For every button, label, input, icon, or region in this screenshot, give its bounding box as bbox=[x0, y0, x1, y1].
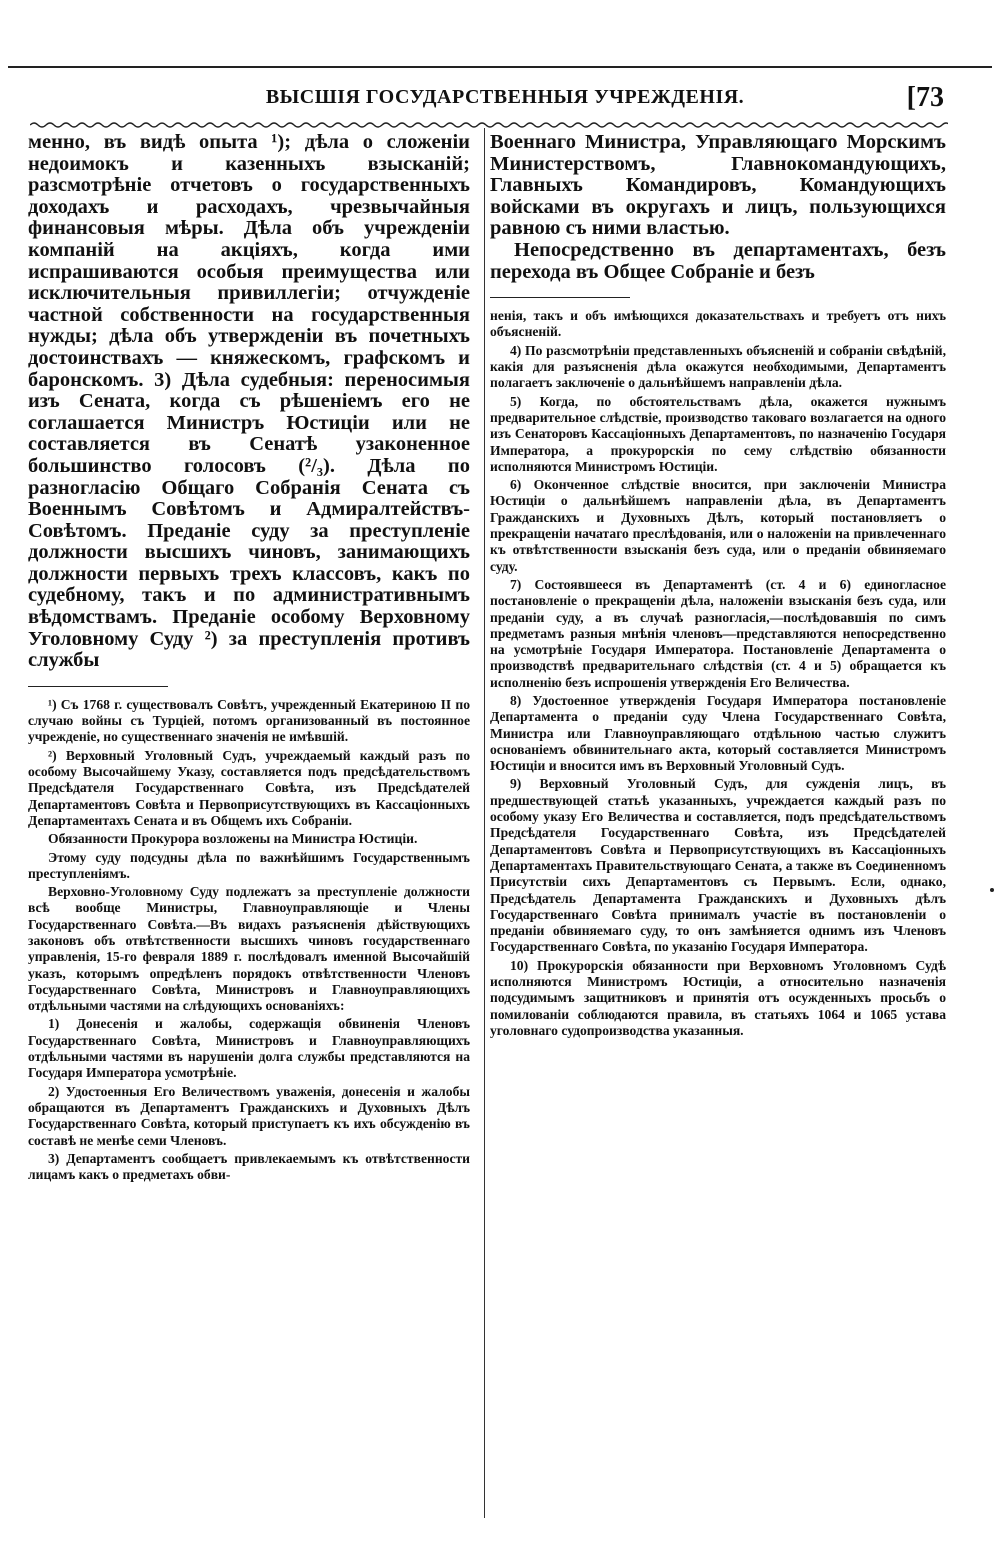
footnote-paragraph: Обязанности Прокурора возложены на Министра Юстиціи. bbox=[48, 831, 418, 847]
page-number: [73 bbox=[906, 82, 944, 113]
margin-speck bbox=[990, 888, 994, 892]
right-main-text bbox=[490, 132, 946, 283]
left-column bbox=[28, 132, 470, 1185]
footnote-paragraph: 8) Удостоенное утвержденія Государя Императора постановленіе Департамента о преданіи суду Члена Государственнаго Совѣта, Министра или Главноуправляющаго отдѣльною частью служитъ основаніемъ обвинительнаго акта, который составляется Министромъ Юстиціи и вносится имъ въ Верховный Уголовный Судъ. bbox=[490, 692, 946, 774]
footnote-paragraph: Верховно-Уголовному Суду подлежатъ за преступленіе должности всѣ вообще Министры, Главноуправляющіе и Члены Государственнаго Совѣта.—Въ видахъ разъясненія дѣйствующихъ законовъ объ отвѣтственности высшихъ чиновъ государственнаго управленія, 15-го февраля 1889 г. послѣдовалъ именной Высочайшій указъ, которымъ опредѣленъ порядокъ отвѣтственности Членовъ Государственнаго Совѣта, Министровъ и Главноуправляющихъ отдѣльными частями на слѣдующихъ основаніяхъ: bbox=[28, 884, 470, 1014]
right-column bbox=[490, 132, 946, 1041]
footnote-paragraph: 4) По разсмотрѣніи представленныхъ объясненій и собраніи свѣдѣній, какія для разъясненія дѣла окажутся необходимыми, Департаментъ полагаетъ заключеніе о дальнѣйшемъ направленіи дѣла. bbox=[490, 342, 946, 391]
wavy-ornament-rule bbox=[30, 120, 948, 130]
page-header bbox=[30, 82, 980, 122]
footnote-2: ²) Верховный Уголовный Судъ, учреждаемый каждый разъ по особому Высочайшему Указу, составляется подъ предсѣдательствомъ Предсѣдателя Государственнаго Совѣта, изъ Предсѣдателей Департаментовъ Совѣта и Первоприсутствующихъ въ Кассаціонныхъ Департаментахъ Сената и въ Общемъ ихъ Собраніи. bbox=[28, 747, 470, 828]
right-main-paragraph-1: Военнаго Министра, Управляющаго Морскимъ Министерствомъ, Главнокомандующихъ, Главныхъ Командировъ, Командующихъ войсками въ округахъ и лицъ, пользующихся равною съ ними властью. bbox=[490, 132, 946, 240]
footnote-paragraph: 2) Удостоенныя Его Величествомъ уваженія, донесенія и жалобы обращаются въ Департаментъ Гражданскихъ и Духовныхъ Дѣлъ Государственнаго Совѣта, который приступаетъ къ ихъ обсужденію въ составѣ не менѣе семи Членовъ. bbox=[28, 1083, 470, 1148]
footnote-paragraph: 7) Состоявшееся въ Департаментѣ (ст. 4 и 6) единогласное постановленіе о прекращеніи дѣла, наложеніи взысканія безъ суда, или преданіи суду, а въ случаѣ разногласія,—послѣдовавшія по симъ предметамъ разныя мнѣнія членовъ—представляются непосредственно на усмотрѣніе Государя Императора. Постановленіе Департамента о производствѣ предварительнаго слѣдствія (ст. 4 и 5) обращается къ исполненію безъ испрошенія утвержденія Его Величества. bbox=[490, 576, 946, 690]
footnote-paragraph: 3) Департаментъ сообщаетъ привлекаемымъ къ отвѣтственности лицамъ какъ о предметахъ обви- bbox=[28, 1150, 470, 1183]
right-footnotes bbox=[490, 308, 946, 1039]
running-title: ВЫСШІЯ ГОСУДАРСТВЕННЫЯ УЧРЕЖДЕНІЯ. bbox=[265, 86, 745, 108]
footnote-paragraph: 5) Когда, по обстоятельствамъ дѣла, окажется нужнымъ предварительное слѣдствіе, производство таковаго возлагается на одного изъ Сенаторовъ Кассаціонныхъ Департаментовъ, по назначенію Государя Императора, а прокурорскія по сему слѣдствію обязанности исполняются Министромъ Юстиціи. bbox=[490, 393, 946, 474]
left-main-text bbox=[28, 132, 470, 672]
footnote-paragraph: 1) Донесенія и жалобы, содержащія обвиненія Членовъ Государственнаго Совѣта, Министровъ и Главноуправляющихъ отдѣльными частями въ нарушеніи долга службы представляются на Государя Императора усмотрѣніе. bbox=[28, 1016, 470, 1081]
footnote-continuation: ненія, такъ и объ имѣющихся доказательствахъ и требуетъ отъ нихъ объясненій. bbox=[490, 308, 946, 340]
footnote-paragraph: Этому суду подсудны дѣла по важнѣйшимъ Государственнымъ преступленіямъ. bbox=[28, 849, 470, 881]
left-main-paragraph: менно, въ видѣ опыта ¹); дѣла о сложеніи недоимокъ и казенныхъ взысканій; разсмотрѣніе отчетовъ о государственныхъ доходахъ и расходахъ, чрезвычайныя финансовыя мѣры. Дѣла объ учрежденіи компаній на акціяхъ, когда ими испрашиваются особыя преимущества или исключительныя привиллегіи; отчужденіе частной собственности на государственныя нужды; дѣла объ утвержденіи въ почетныхъ достоинствахъ — княжескомъ, графскомъ и баронскомъ. 3) Дѣла судебныя: переносимыя изъ Сената, когда съ рѣшеніемъ его не соглашается Министръ Юстиціи или не составляется въ Сенатѣ узаконенное большинство голосовъ (²/₃). Дѣла по разногласію Общаго Собранія Сената съ Военнымъ Совѣтомъ и Адмиралтействъ-Совѣтомъ. Преданіе суду за преступленіе должности высшихъ чиновъ, занимающихъ должности первыхъ трехъ классовъ, какъ по судебному, такъ и по административнымъ вѣдомствамъ. Преданіе особому Верховному Уголовному Суду ²) за преступленія противъ службы bbox=[28, 132, 470, 672]
footnote-paragraph: 6) Оконченное слѣдствіе вносится, при заключеніи Министра Юстиціи о дальнѣйшемъ направленіи дѣла, въ Департаментъ Гражданскихъ и Духовныхъ Дѣлъ, который постановляетъ о прекращеніи начатаго преслѣдованія, или о наложеніи на привлеченнаго къ отвѣтственности взысканія безъ суда, или о преданіи обвиняемаго суду. bbox=[490, 477, 946, 574]
footnote-separator bbox=[28, 686, 168, 687]
footnote-paragraph: 9) Верховный Уголовный Судъ, для сужденія лицъ, въ предшествующей статьѣ указанныхъ, учреждается каждый разъ по особому указу Его Величества и составляется, подъ предсѣдательствомъ Предсѣдателя Государственнаго Совѣта, изъ Предсѣдателей Департаментовъ Совѣта и Первоприсутствующихъ въ Кассаціонныхъ Департаментахъ Правительствующаго Сената, а также въ Соединенномъ Присутствіи сихъ Департаментовъ съ Первымъ. Если, однако, Предсѣдатель Департамента Гражданскихъ и Духовныхъ дѣлъ Государственнаго Совѣта принималъ участіе въ постановленіи о преданіи обвиняемаго суду, то онъ замѣняется однимъ изъ Членовъ Государственнаго Совѣта, по указанію Государя Императора. bbox=[490, 776, 946, 955]
left-footnotes bbox=[28, 697, 470, 1184]
right-main-paragraph-2: Непосредственно въ департаментахъ, безъ перехода въ Общее Собраніе и безъ bbox=[490, 238, 946, 283]
footnote-paragraph: 10) Прокурорскія обязанности при Верховномъ Уголовномъ Судѣ исполняются Министромъ Юстиціи, а относительно назначенія подсудимымъ защитниковъ и принятія отъ осужденныхъ просьбъ о помилованіи соблюдаются правила, въ статьяхъ 1064 и 1065 устава уголовнаго судопроизводства указанныя. bbox=[490, 957, 946, 1038]
top-border-rule bbox=[8, 66, 992, 68]
footnote-separator bbox=[490, 297, 630, 298]
column-divider bbox=[484, 128, 485, 1518]
footnote-1: ¹) Съ 1768 г. существовалъ Совѣтъ, учрежденный Екатериною II по случаю войны съ Турціей, потомъ организованный въ постоянное учрежденіе, но существеннаго значенія не имѣвшій. bbox=[28, 696, 470, 745]
